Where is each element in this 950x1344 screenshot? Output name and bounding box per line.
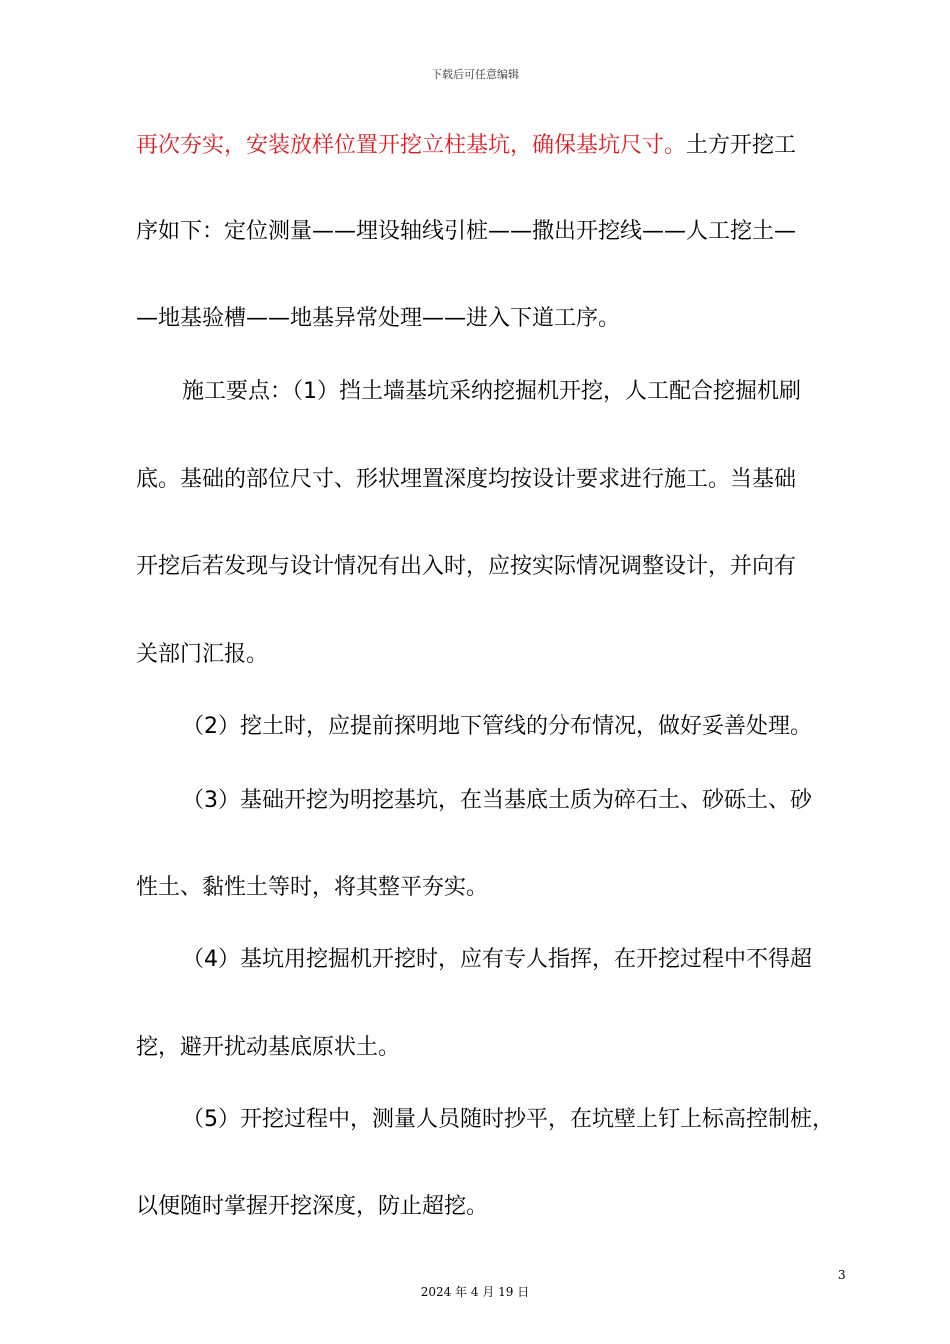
paragraph-line-8: （2）挖土时，应提前探明地下管线的分布情况，做好妥善处理。 [182, 714, 812, 739]
paragraph-line-3: —地基验槽——地基异常处理——进入下道工序。 [136, 306, 621, 331]
paragraph-line-2: 序如下：定位测量——埋设轴线引桩——撒出开挖线——人工挖土— [136, 219, 797, 244]
paragraph-line-7: 关部门汇报。 [136, 642, 269, 667]
paragraph-line-5: 底。基础的部位尺寸、形状埋置深度均按设计要求进行施工。当基础 [136, 467, 797, 492]
paragraph-line-9: （3）基础开挖为明挖基坑，在当基底土质为碎石土、砂砾土、砂 [182, 788, 812, 813]
paragraph-line-13: （5）开挖过程中，测量人员随时抄平，在坑壁上钉上标高控制桩， [182, 1107, 834, 1132]
footer-date: 2024 年 4 月 19 日 [420, 1285, 530, 1299]
paragraph-line-11: （4）基坑用挖掘机开挖时，应有专人指挥，在开挖过程中不得超 [182, 947, 812, 972]
paragraph-line-6: 开挖后若发现与设计情况有出入时，应按实际情况调整设计，并向有 [136, 554, 797, 579]
page-number: 3 [838, 1268, 846, 1282]
paragraph-line-14: 以便随时掌握开挖深度，防止超挖。 [136, 1194, 489, 1219]
paragraph-line-12: 挖，避开扰动基底原状土。 [136, 1035, 401, 1060]
highlighted-text: 再次夯实，安装放样位置开挖立柱基坑，确保基坑尺寸。 [136, 133, 687, 158]
paragraph-line-10: 性土、黏性土等时，将其整平夯实。 [136, 875, 489, 900]
body-text: 土方开挖工 [686, 133, 797, 158]
page-header: 下载后可任意编辑 [431, 68, 519, 81]
paragraph-line-1 [136, 131, 796, 161]
paragraph-line-4: 施工要点：（1）挡土墙基坑采纳挖掘机开挖，人工配合挖掘机刷 [182, 379, 801, 404]
